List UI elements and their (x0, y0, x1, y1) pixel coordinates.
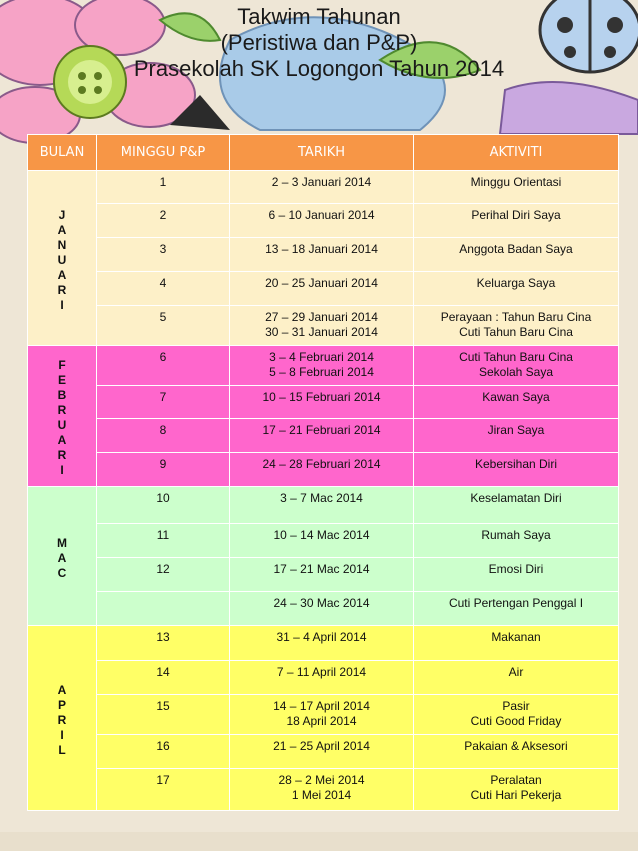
activity-cell (414, 238, 619, 272)
week-cell: 13 (97, 626, 230, 661)
week-cell: 6 (97, 346, 230, 386)
date-cell (230, 769, 414, 811)
purple-shape-illustration (500, 82, 638, 134)
date-line: 3 – 7 Mac 2014 (280, 491, 363, 505)
month-letter: R (57, 282, 67, 297)
activity-cell (414, 769, 619, 811)
activity-line: Kebersihan Diri (474, 457, 558, 471)
table-row (28, 695, 619, 735)
date-cell (230, 487, 414, 524)
activity-cell (414, 204, 619, 238)
activity-line: Perayaan : Tahun Baru Cina (440, 310, 592, 324)
date-line: 24 – 30 Mac 2014 (273, 596, 370, 610)
header-bulan: BULAN (28, 135, 97, 171)
activity-cell (414, 386, 619, 419)
activity-cell (414, 524, 619, 558)
date-cell (230, 386, 414, 419)
activity-line: Perihal Diri Saya (471, 208, 561, 222)
date-line: 17 – 21 Mac 2014 (273, 562, 370, 576)
date-line: 3 – 4 Februari 2014 (269, 350, 374, 364)
activity-cell (414, 735, 619, 769)
date-cell (230, 204, 414, 238)
week-cell: 16 (97, 735, 230, 769)
activity-cell (414, 487, 619, 524)
activity-cell (414, 695, 619, 735)
date-cell (230, 171, 414, 204)
activity-line: Makanan (491, 630, 541, 644)
activity-line: Emosi Diri (488, 562, 544, 576)
week-cell: 2 (97, 204, 230, 238)
date-line: 27 – 29 Januari 2014 (265, 310, 378, 324)
activity-line: Cuti Pertengan Penggal I (448, 596, 584, 610)
date-line: 1 Mei 2014 (291, 788, 352, 802)
date-cell (230, 346, 414, 386)
week-cell: 9 (97, 453, 230, 487)
title-line-2: (Peristiwa dan P&P) (220, 30, 418, 55)
activity-line: Pasir (502, 699, 530, 713)
month-letter: U (57, 252, 67, 267)
week-cell: 11 (97, 524, 230, 558)
month-letter: I (60, 463, 64, 477)
activity-cell (414, 453, 619, 487)
date-cell (230, 524, 414, 558)
month-cell (28, 171, 97, 346)
activity-line: Keluarga Saya (476, 276, 556, 290)
month-letter: A (57, 682, 67, 697)
date-cell (230, 592, 414, 626)
date-line: 28 – 2 Mei 2014 (278, 773, 365, 787)
activity-line: Cuti Hari Pekerja (470, 788, 562, 802)
month-cell (28, 487, 97, 626)
month-letter: E (57, 373, 66, 387)
date-cell (230, 272, 414, 306)
title-line-1: Takwim Tahunan (237, 4, 401, 29)
header-tarikh: TARIKH (230, 135, 414, 171)
activity-line: Air (508, 665, 524, 679)
table-row (28, 171, 619, 204)
week-cell: 17 (97, 769, 230, 811)
date-line: 10 – 15 Februari 2014 (262, 390, 381, 404)
week-cell: 3 (97, 238, 230, 272)
activity-line: Jiran Saya (487, 423, 545, 437)
date-line: 30 – 31 Januari 2014 (265, 325, 378, 339)
week-cell: 14 (97, 661, 230, 695)
month-letter: M (57, 535, 67, 550)
table-row (28, 238, 619, 272)
table-row (28, 346, 619, 386)
calendar-table (27, 134, 619, 811)
month-letter: B (57, 388, 67, 402)
week-cell: 7 (97, 386, 230, 419)
month-letter: C (57, 565, 67, 580)
date-cell (230, 661, 414, 695)
week-cell: 8 (97, 419, 230, 453)
date-line: 20 – 25 Januari 2014 (265, 276, 378, 290)
week-cell (97, 592, 230, 626)
activity-cell (414, 306, 619, 346)
table-row (28, 524, 619, 558)
date-line: 24 – 28 Februari 2014 (262, 457, 381, 471)
month-letter: N (57, 237, 67, 252)
week-cell: 5 (97, 306, 230, 346)
activity-cell (414, 171, 619, 204)
table-row (28, 487, 619, 524)
date-cell (230, 695, 414, 735)
week-cell: 12 (97, 558, 230, 592)
week-cell: 15 (97, 695, 230, 735)
activity-line: Rumah Saya (481, 528, 551, 542)
month-letter: L (58, 742, 66, 757)
table-row (28, 453, 619, 487)
date-line: 10 – 14 Mac 2014 (273, 528, 370, 542)
table-row (28, 735, 619, 769)
activity-cell (414, 592, 619, 626)
header-minggu: MINGGU P&P (97, 135, 230, 171)
date-line: 6 – 10 Januari 2014 (268, 208, 375, 222)
month-cell (28, 626, 97, 811)
page-title (0, 4, 638, 82)
month-letter: I (60, 297, 64, 312)
activity-line: Kawan Saya (482, 390, 550, 404)
table-row (28, 626, 619, 661)
activity-line: Anggota Badan Saya (459, 242, 573, 256)
week-cell: 4 (97, 272, 230, 306)
week-cell: 1 (97, 171, 230, 204)
table-row (28, 272, 619, 306)
date-line: 31 – 4 April 2014 (276, 630, 367, 644)
activity-cell (414, 346, 619, 386)
table-row (28, 558, 619, 592)
date-cell (230, 558, 414, 592)
month-letter: P (57, 697, 66, 712)
header-aktiviti: AKTIVITI (414, 135, 619, 171)
date-cell (230, 419, 414, 453)
activity-line: Cuti Tahun Baru Cina (459, 350, 573, 364)
date-line: 13 – 18 Januari 2014 (265, 242, 378, 256)
activity-cell (414, 272, 619, 306)
activity-line: Minggu Orientasi (470, 175, 562, 189)
month-letter: I (60, 727, 64, 742)
month-letter: R (57, 448, 67, 462)
activity-cell (414, 626, 619, 661)
date-cell (230, 735, 414, 769)
table-row (28, 419, 619, 453)
date-cell (230, 238, 414, 272)
month-letter: R (57, 403, 67, 417)
month-letter: J (58, 207, 66, 222)
month-cell (28, 346, 97, 487)
month-letter: A (57, 222, 67, 237)
activity-line: Keselamatan Diri (470, 491, 562, 505)
title-line-3: Prasekolah SK Logongon Tahun 2014 (133, 56, 505, 81)
activity-line: Peralatan (490, 773, 542, 787)
table-header-row (28, 135, 619, 171)
week-cell: 10 (97, 487, 230, 524)
date-line: 5 – 8 Februari 2014 (269, 365, 374, 379)
table-row (28, 769, 619, 811)
date-cell (230, 306, 414, 346)
activity-line: Sekolah Saya (478, 365, 554, 379)
activity-line: Cuti Tahun Baru Cina (459, 325, 573, 339)
date-line: 14 – 17 April 2014 (273, 699, 370, 713)
month-letter: A (57, 550, 67, 565)
date-line: 17 – 21 Februari 2014 (262, 423, 381, 437)
month-letter: U (57, 418, 67, 432)
month-letter: F (58, 358, 66, 372)
date-cell (230, 453, 414, 487)
activity-cell (414, 558, 619, 592)
date-line: 18 April 2014 (286, 714, 357, 728)
table-row (28, 204, 619, 238)
date-line: 21 – 25 April 2014 (273, 739, 370, 753)
activity-cell (414, 661, 619, 695)
activity-line: Cuti Good Friday (470, 714, 562, 728)
table-row (28, 386, 619, 419)
activity-cell (414, 419, 619, 453)
calendar-body (28, 171, 619, 811)
table-row (28, 306, 619, 346)
month-letter: R (57, 712, 67, 727)
activity-line: Pakaian & Aksesori (464, 739, 568, 753)
date-line: 7 – 11 April 2014 (276, 665, 367, 679)
table-row (28, 661, 619, 695)
month-letter: A (57, 267, 67, 282)
table-row (28, 592, 619, 626)
month-letter: A (57, 433, 67, 447)
date-cell (230, 626, 414, 661)
date-line: 2 – 3 Januari 2014 (271, 175, 372, 189)
